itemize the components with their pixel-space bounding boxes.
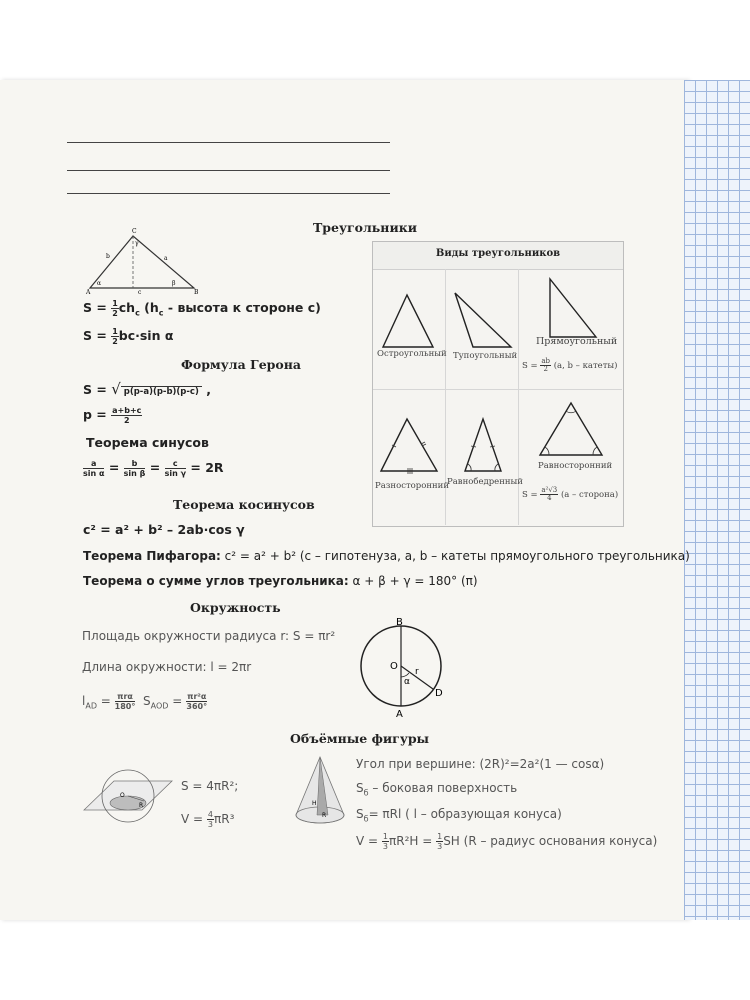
triangle-types-table: [372, 241, 624, 527]
formula-cone-volume: V = $\frac{1}{3}$ πR²H = $\frac{1}{3}$ SH (R – радиус основания конуса): [356, 832, 658, 851]
cell-acute: [373, 269, 446, 390]
obtuse-label: Тупоугольный: [453, 351, 518, 361]
cone-diagram: [290, 755, 350, 830]
isosceles-triangle-icon: [463, 417, 503, 477]
radius-r-label: r: [415, 667, 419, 677]
formula-cone-angle: Угол при вершине: (2R)²=2a²(1 — cosα): [356, 757, 605, 771]
vertex-a-label: A: [86, 289, 91, 296]
point-o-label: O: [390, 661, 398, 672]
name-line-2[interactable]: [67, 170, 390, 171]
section-title-circle: Окружность: [190, 600, 281, 615]
sphere-center-label: O: [120, 792, 125, 799]
name-line-3[interactable]: [67, 193, 390, 194]
vertex-c-label: C: [132, 228, 137, 235]
formula-area-height: S = $\frac{1}{2}$ $ch_c$ ($h_c$ - высота к стороне с): [83, 299, 321, 318]
section-title-triangles: Треугольники: [313, 220, 418, 235]
scalene-label: Разносторонний: [375, 481, 450, 491]
formula-angle-sum: Теорема о сумме углов треугольника: α + β + γ = 180° (π): [83, 574, 478, 588]
right-triangle-icon: [548, 277, 598, 337]
right-label: Прямоугольный: [536, 336, 618, 347]
formula-area-sin: S = $\frac{1}{2}$ bc·sin α: [83, 327, 174, 346]
side-a-label: a: [164, 255, 168, 262]
table-title: Виды треугольников: [373, 242, 623, 270]
side-b-label: b: [106, 253, 110, 260]
formula-cosines: c² = a² + b² – 2ab·cos γ: [83, 522, 245, 537]
formula-circle-area: Площадь окружности радиуса r: S = πr²: [82, 629, 336, 643]
formula-heron: S = √ p(p-a)(p-b)(p-c) ,: [83, 380, 211, 398]
triangle-diagram: [86, 228, 201, 296]
side-c-label: c: [138, 289, 142, 296]
name-line-1[interactable]: [67, 142, 390, 143]
angle-beta-label: β: [172, 280, 176, 287]
acute-label: Остроугольный: [377, 349, 447, 359]
formula-semiperimeter: p = $\frac{a+b+c}{2}$: [83, 406, 142, 425]
section-title-cosines: Теорема косинусов: [173, 497, 315, 512]
section-title-solids: Объёмные фигуры: [290, 731, 430, 746]
formula-pythagoras: Теорема Пифагора: c² = a² + b² (c – гипотенуза, a, b – катеты прямоугольного треугольника): [83, 549, 690, 563]
equilateral-area-formula: S = $\frac{\text{a²√3}}{4}$ (a – сторона): [522, 486, 619, 502]
formula-circle-length: Длина окружности: l = 2πr: [82, 660, 252, 674]
circle-diagram: [358, 615, 448, 720]
angle-alpha-label: α: [97, 280, 102, 287]
isosceles-label: Равнобедренный: [447, 477, 523, 487]
cell-obtuse: [445, 269, 519, 390]
formula-cone-lateral: $S_б$ – боковая поверхность: [356, 781, 518, 798]
section-title-heron: Формула Герона: [181, 357, 301, 372]
cone-radius-label: R: [322, 812, 327, 819]
acute-triangle-icon: [379, 291, 439, 351]
grid-paper-edge: [684, 80, 750, 920]
cell-equilateral: [518, 389, 622, 525]
angle-alpha-label: α: [404, 677, 410, 687]
sphere-radius-label: R: [139, 802, 144, 809]
cell-right: [518, 269, 622, 390]
cone-height-label: H: [312, 800, 317, 807]
formula-cone-lateral-area: $S_б= \pi Rl$ ( l – образующая конуса): [356, 807, 562, 824]
right-area-formula: S = $\frac{ab}{2}$ (a, b – катеты): [522, 357, 618, 373]
formula-arc-sector: $l_{AD}$ = $\frac{\text{πrα}}{180^\circ}$ $S_{AOD}$ = $\frac{\text{πr²α}}{360^\circ}$: [82, 692, 208, 711]
formula-sphere-volume: V = $\frac{4}{3}$ πR³: [181, 810, 235, 829]
equilateral-label: Равносторонний: [538, 461, 613, 471]
point-b-label: B: [396, 617, 403, 628]
equilateral-triangle-icon: [538, 401, 604, 459]
formula-sphere-area: S = 4πR²;: [181, 779, 239, 793]
angle-gamma-label: γ: [135, 240, 139, 247]
sphere-diagram: [84, 765, 174, 830]
section-title-sines: Теорема синусов: [86, 435, 209, 450]
scalene-triangle-icon: [379, 415, 439, 475]
cell-scalene: [373, 389, 450, 525]
point-d-label: D: [435, 688, 443, 699]
formula-sines: $\frac{a}{\text{sin α}}$ = $\frac{b}{\text{sin β}}$ = $\frac{c}{\text{sin γ}}$ = 2R: [83, 459, 224, 478]
vertex-b-label: B: [194, 289, 199, 296]
point-a-label: A: [396, 709, 403, 720]
cell-isosceles: [445, 389, 523, 525]
obtuse-triangle-icon: [453, 291, 513, 351]
